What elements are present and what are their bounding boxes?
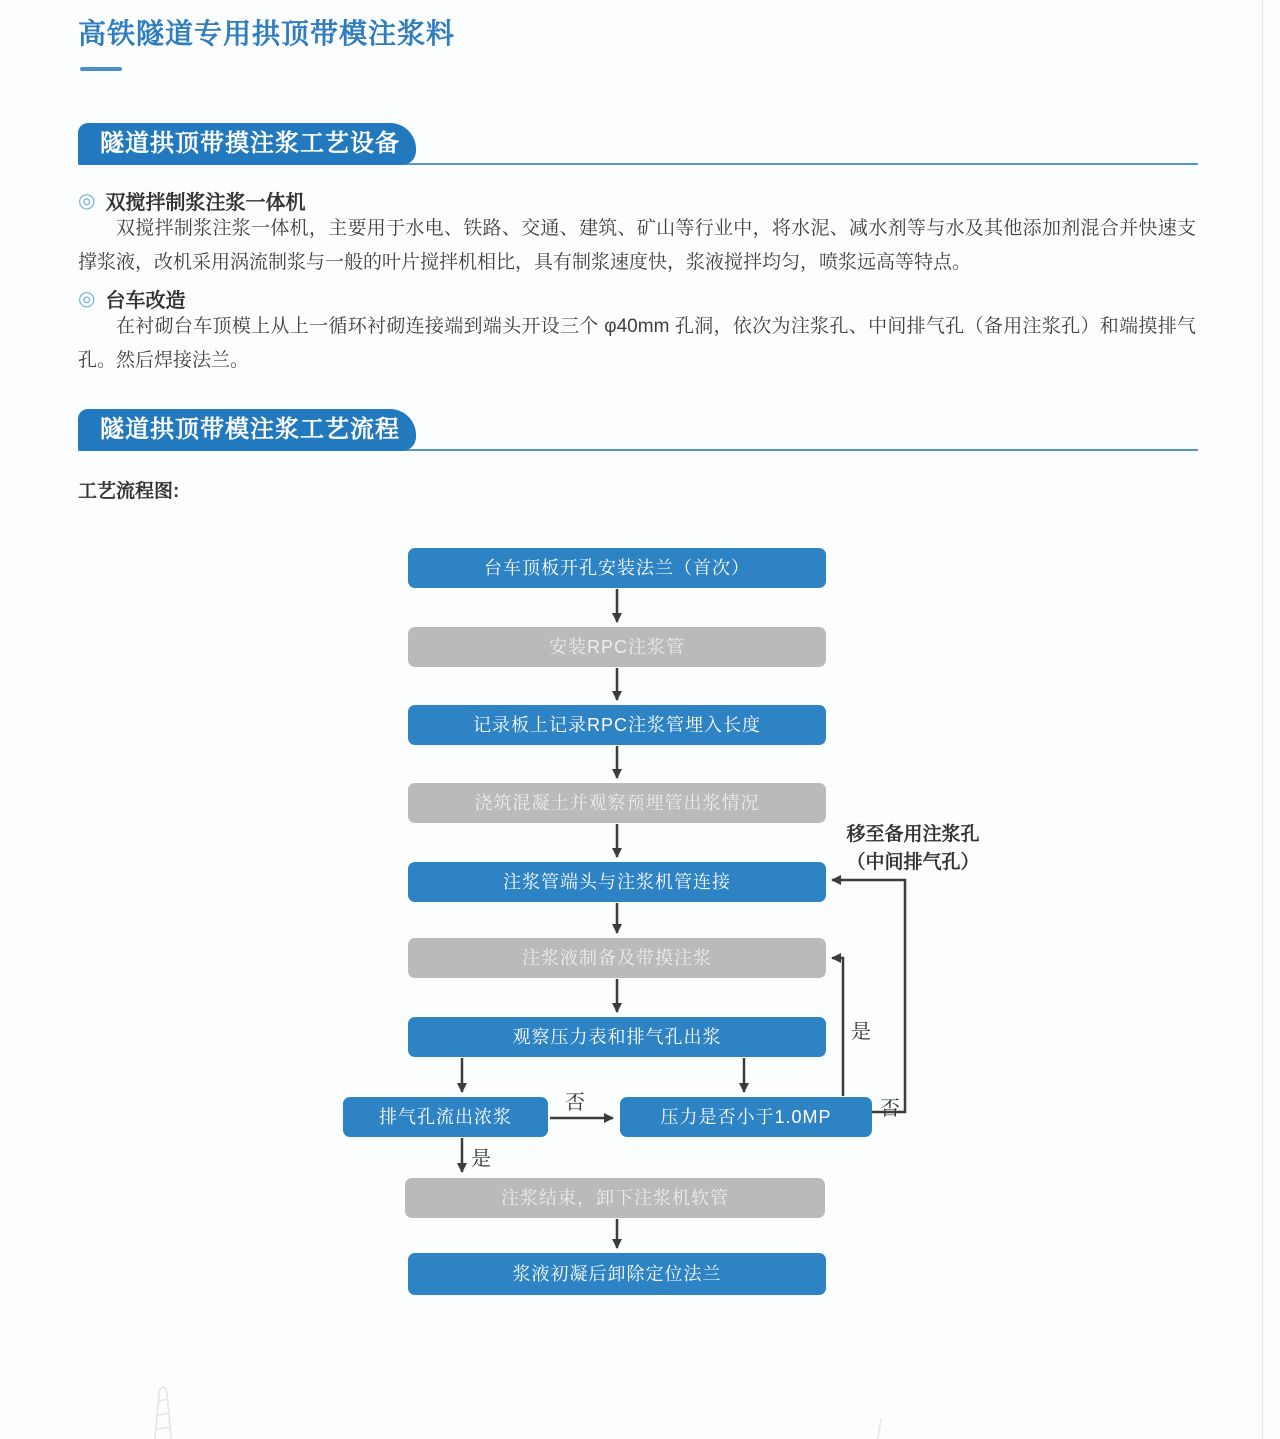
paragraph-mixer: 双搅拌制浆注浆一体机，主要用于水电、铁路、交通、建筑、矿山等行业中，将水泥、减水剂等与水及其他添加剂混合并快速支撑浆液，改机采用涡流制浆与一般的叶片搅拌机相比，具有制浆速度快，浆液搅拌均匀，喷浆远高等特点。 [78,218,1196,273]
flow-step-connect-machine: 注浆管端头与注浆机管连接 [408,862,826,902]
double-circle-bullet-icon: ◎ [78,287,96,310]
flow-step-finish-grouting: 注浆结束，卸下注浆机软管 [405,1178,825,1218]
annotation-backup-hole-line2: （中间排气孔） [846,852,980,873]
annotation-backup-hole-line1: 移至备用注浆孔 [846,824,980,845]
flow-step-remove-flange: 浆液初凝后卸除定位法兰 [408,1253,826,1295]
watermark-building [135,1385,215,1439]
section-banner-equipment: 隧道拱顶带摸注浆工艺设备 [78,123,416,165]
edge-label-yes: 是 [471,1148,491,1170]
bullet-heading: 双搅拌制浆注浆一体机 [105,192,306,214]
page-title: 高铁隧道专用拱顶带模注浆料 [78,18,456,49]
edge-label-no-outer: 否 [880,1098,900,1120]
flowchart [0,530,1280,1340]
paragraph-trolley: 在衬砌台车顶模上从上一循环衬砌连接端到端头开设三个 φ40mm 孔洞，依次为注浆孔、中间排气孔（备用注浆孔）和端摸排气孔。然后焊接法兰。 [78,316,1196,371]
section-banner-process: 隧道拱顶带模注浆工艺流程 [78,409,416,451]
bullet-heading: 台车改造 [105,290,186,312]
edge-label-no: 否 [565,1092,585,1114]
flow-step-install-flange: 台车顶板开孔安装法兰（首次） [408,548,826,588]
flow-step-install-rpc-pipe: 安装RPC注浆管 [408,627,826,667]
flow-step-pour-concrete: 浇筑混凝土并观察预埋管出浆情况 [408,783,826,823]
flow-step-prepare-grout: 注浆液制备及带摸注浆 [408,938,826,978]
watermark-fragment [868,1418,892,1439]
edge-label-yes-inner: 是 [851,1021,871,1043]
bullet-item-mixer [78,186,1198,215]
flow-step-vent-thick-grout: 排气孔流出浓浆 [343,1097,548,1137]
flow-step-observe-pressure: 观察压力表和排气孔出浆 [408,1017,826,1057]
double-circle-bullet-icon: ◎ [78,189,96,212]
page-edge-line [1262,0,1263,1439]
title-underline [80,67,122,71]
flow-step-pressure-check: 压力是否小于1.0MP [620,1097,872,1137]
bullet-item-trolley [78,284,1198,313]
flow-step-record-length: 记录板上记录RPC注浆管埋入长度 [408,705,826,745]
flow-diagram-label: 工艺流程图: [78,481,180,502]
